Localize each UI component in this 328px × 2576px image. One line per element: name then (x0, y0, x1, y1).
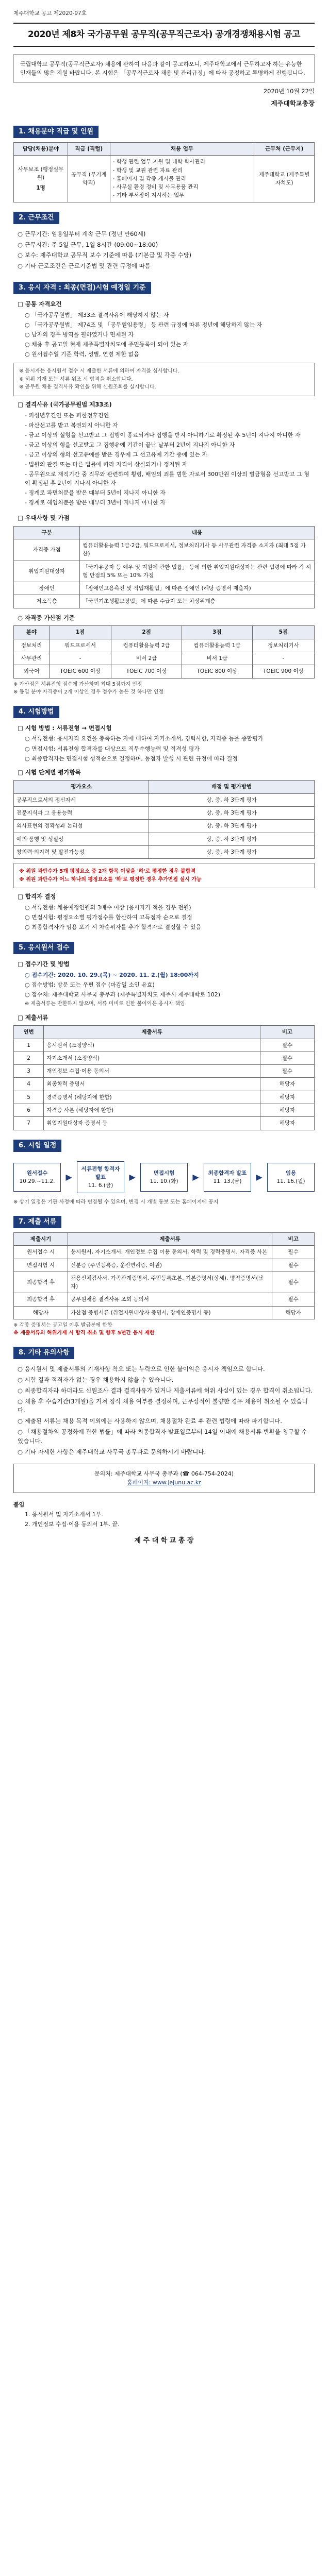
caution-item: ○ 「채용절차의 공정화에 관한 법률」에 따라 최종합격자 발표일로부터 14일 이내에 채용서류 반환을 청구할 수 있습니다. (18, 1428, 315, 1446)
disq-item: - 금고 이상의 형의 선고유예를 받은 경우에 그 선고유예 기간 중에 있는 자 (25, 450, 315, 459)
duty-item: - 학생 관련 업무 지원 및 대학 학사관리 (113, 158, 252, 166)
cert-cell: TOEIC 600 이상 (50, 665, 111, 678)
schedule-step (77, 1161, 124, 1194)
doc-remark: 해당자 (260, 1117, 315, 1130)
th-eval: 평가요소 (14, 781, 149, 793)
eval-key: 공무직으로서의 정신자세 (14, 793, 149, 806)
notice-date: 2020년 10월 22일 (263, 87, 315, 95)
pref-key: 저소득층 (14, 595, 80, 608)
docs-table (13, 1025, 315, 1130)
eval-note: ※ 위원 과반수가 5개 평정요소 중 2개 항목 이상을 '하'로 평정한 경우 불합격 (19, 869, 196, 875)
caution-item: ○ 제출된 서류는 채용 목적 이외에는 사용하지 않으며, 채용절차 완료 후 관련 법령에 따라 파기합니다. (18, 1417, 315, 1426)
step-date: 11. 13.(금) (213, 1178, 242, 1185)
sub-remark: 필수 (272, 1259, 315, 1272)
step-title: 서류전형 합격자 발표 (81, 1165, 120, 1180)
pref-key: 장애인 (14, 582, 80, 595)
common-qual-title: □ 공통 자격요건 (18, 300, 62, 308)
sub-when: 최종합격 후 (14, 1293, 68, 1306)
eval-key: 전문지식과 그 응용능력 (14, 806, 149, 819)
th-pref-type: 구분 (14, 526, 80, 539)
caution-item: ○ 최종합격자라 하더라도 신원조사 결과 결격사유가 있거나 제출서류에 허위 사실이 있는 경우 합격이 취소됩니다. (18, 1386, 315, 1396)
sub-docs: 응시원서, 자기소개서, 개인정보 수집 이용 동의서, 학력 및 경력증명서, 자격증 사본 (68, 1246, 272, 1259)
schedule-step (204, 1163, 251, 1192)
intro-text: 국립대학교 공무직(공무직근로자) 채용에 관하여 다음과 같이 공고하오니, 제주대학교에서 근무하고자 하는 유능한 인재들의 많은 지원 바랍니다. 본 시험은 「공무직근로자 채용 및 관리규정」에 따라 공정하고 투명하게 진행됩니다. (13, 54, 315, 83)
eval-title: □ 시험 단계별 평가항목 (18, 768, 81, 776)
disq-item: - 공무원으로 재직기간 중 직무와 관련하여 횡령, 배임의 죄를 범한 자로서 300만원 이상의 벌금형을 선고받고 그 형이 확정된 후 2년이 지나지 아니한 자 (25, 470, 315, 487)
cert-note: ※ 가산점은 서류전형 점수에 가산하며 최대 5점까지 인정 (13, 681, 142, 687)
contact-box (13, 1464, 315, 1493)
th-sub: 제출서류 (68, 1233, 272, 1246)
attach-item: 1. 응시원서 및 자기소개서 1부. (25, 1511, 103, 1518)
pref-val: 「장애인고용촉진 및 직업재활법」에 따른 장애인 (해당 증명서 제출자) (80, 582, 315, 595)
sub-docs: 신분증 (주민등록증, 운전면허증, 여권) (68, 1259, 272, 1272)
signature: 제 주 대 학 교 총 장 (134, 1536, 194, 1545)
sub-remark: 해당자 (272, 1306, 315, 1319)
cert-cell: TOEIC 700 이상 (111, 665, 182, 678)
apply-title: □ 접수기간 및 방법 (18, 960, 70, 968)
exam-method-item: ○ 면접시험: 서류전형 합격자를 대상으로 직무수행능력 및 적격성 평가 (25, 744, 315, 753)
sub-remark: 필수 (272, 1272, 315, 1293)
cert-cell: 컴퓨터활용능력 2급 (111, 639, 182, 652)
issuing-org: 제주대학교총장 (271, 99, 315, 107)
cert-cell: - (252, 652, 314, 665)
work-condition-item: ○ 근무기간: 임용일부터 계속 근무 (정년 만60세) (18, 230, 315, 239)
doc-name: 자기소개서 (소정양식) (44, 1052, 260, 1064)
position-grade: 공무직 (무기계약직) (68, 156, 110, 202)
schedule-step (140, 1163, 188, 1192)
doc-remark: 필수 (260, 1039, 315, 1052)
eval-table (13, 780, 315, 859)
step-date: 10.29.~11.2. (19, 1178, 55, 1185)
doc-no: 4 (14, 1078, 44, 1091)
step-title: 원서접수 (26, 1170, 48, 1176)
sub-docs: 공무원채용 결격사유 조회 동의서 (68, 1293, 272, 1306)
caution-item: ○ 응시원서 및 제출서류의 기재사항 착오 또는 누락으로 인한 불이익은 응시자 책임으로 합니다. (18, 1365, 315, 1374)
cert-cell: TOEIC 900 이상 (252, 665, 314, 678)
disq-item: - 법원의 판결 또는 다른 법률에 따라 자격이 상실되거나 정지된 자 (25, 460, 315, 469)
cert-cell: TOEIC 800 이상 (182, 665, 253, 678)
arrow-right-icon: ▶ (256, 1172, 263, 1182)
section-4-title: 4. 시험방법 (13, 706, 59, 718)
step-title: 임용 (285, 1170, 297, 1176)
doc-name: 개인정보 수집·이용 동의서 (44, 1065, 260, 1078)
doc-no: 2 (14, 1052, 44, 1064)
sub-when: 최종합격 후 (14, 1272, 68, 1293)
eval-val: 상, 중, 하 3단계 평가 (149, 833, 315, 845)
qual-notes (13, 363, 315, 396)
step-date: 11. 6.(금) (88, 1182, 113, 1189)
step-title: 면접시험 (153, 1170, 175, 1176)
count-text: 1명 (36, 185, 45, 192)
pref-val: 컴퓨터활용능력 1급·2급, 워드프로세서, 정보처리기사 등 사무관련 자격증 소지자 (최대 5점 가산) (80, 539, 315, 561)
contact-text: 문의처: 제주대학교 사무국 총무과 (☎ 064-754-2024) (94, 1470, 234, 1478)
sub-when: 면접시험 시 (14, 1259, 68, 1272)
qual-item: ○ 「국가공무원법」 제33조 결격사유에 해당하지 않는 자 (25, 311, 315, 319)
th-sub: 제출시기 (14, 1233, 68, 1246)
notice-number: 제주대학교 공고 제2020-97호 (13, 10, 87, 16)
cert-cell: 워드프로세서 (50, 639, 111, 652)
th-sub: 비고 (272, 1233, 315, 1246)
th-grade: 직급 (직렬) (68, 143, 110, 156)
cert-cell: 컴퓨터활용능력 1급 (182, 639, 253, 652)
exam-method-item: ○ 서류전형: 응시자격 요건을 충족하는 자에 대하여 자기소개서, 경력사항, 자격증 등을 종합평가 (25, 734, 315, 743)
th-pref-content: 내용 (80, 526, 315, 539)
eval-val: 상, 중, 하 3단계 평가 (149, 793, 315, 806)
homepage-link[interactable]: 홈페이지: www.jejunu.ac.kr (127, 1479, 201, 1486)
doc-name: 응시원서 (소정양식) (44, 1039, 260, 1052)
step-date: 11. 16.(월) (276, 1178, 305, 1185)
submission-table (13, 1232, 315, 1319)
attachments (13, 1500, 315, 1529)
cert-note: ※ 동일 분야 자격증이 2개 이상인 경우 점수가 높은 것 하나만 인정 (13, 689, 164, 696)
th-cert: 3점 (182, 626, 253, 639)
doc-no: 6 (14, 1104, 44, 1116)
pref-val: 「국가유공자 등 예우 및 지원에 관한 법률」 등에 의한 취업지원대상자는 관련 법령에 따라 각 시험 만점의 5% 또는 10% 가점 (80, 561, 315, 582)
cert-cell: 정보처리기사 (252, 639, 314, 652)
th-place: 근무처 (근무지) (254, 143, 315, 156)
th-cert: 2점 (111, 626, 182, 639)
work-condition-item: ○ 근무시간: 주 5일 근무, 1일 8시간 (09:00~18:00) (18, 241, 315, 250)
schedule-step (267, 1163, 315, 1192)
duty-item: - 사무실 환경 정비 및 사무용품 관리 (113, 183, 252, 191)
disq-title: □ 결격사유 (국가공무원법 제33조) (18, 400, 112, 408)
caution-item: ○ 기타 자세한 사항은 제주대학교 사무국 총무과로 문의하시기 바랍니다. (18, 1448, 315, 1457)
cert-cell: 외국어 (14, 665, 50, 678)
doc-remark: 필수 (260, 1052, 315, 1064)
qual-item: ○ 「국가공무원법」 제74조 및 「공무원임용령」 등 관련 규정에 따른 정년에 해당하지 않는 자 (25, 320, 315, 329)
caution-item: ○ 채용 후 수습기간(3개월)을 거쳐 정식 채용 여부를 결정하며, 근무성적이 불량한 경우 채용이 취소될 수 있습니다. (18, 1397, 315, 1416)
section-5-title: 5. 응시원서 접수 (13, 942, 74, 954)
pref-key: 자격증 가점 (14, 539, 80, 561)
pass-item: ○ 최종합격자가 임용 포기 시 차순위자를 추가 합격자로 결정할 수 있음 (25, 923, 315, 931)
doc-remark: 해당자 (260, 1078, 315, 1091)
document-title: 2020년 제8차 국가공무원 공무직(공무직근로자) 공개경쟁채용시험 공고 (13, 23, 315, 46)
cert-table (13, 625, 315, 678)
th-cert: 분야 (14, 626, 50, 639)
position-table (13, 142, 315, 202)
th-area: 담당(채용)분야 (14, 143, 68, 156)
duty-item: - 기타 부서장이 지시하는 업무 (113, 191, 252, 199)
disq-item: - 파산선고를 받고 복권되지 아니한 자 (25, 421, 315, 430)
apply-period: ○ 접수기간: 2020. 10. 29.(목) ~ 2020. 11. 2.(월) 18:00까지 (25, 971, 315, 979)
preference-title: □ 우대사항 및 가점 (18, 514, 70, 521)
qual-item: ○ 원서접수일 기준 학력, 성별, 연령 제한 없음 (25, 350, 315, 359)
apply-method: ○ 접수방법: 방문 또는 우편 접수 (마감일 소인 유효) (25, 980, 315, 989)
qual-item: ○ 남자의 경우 병역을 필하였거나 면제된 자 (25, 330, 315, 339)
caution-item: ○ 시험 결과 적격자가 없는 경우 채용하지 않을 수 있습니다. (18, 1376, 315, 1385)
duty-item: - 홈페이지 및 각종 게시물 관리 (113, 175, 252, 183)
position-duties (110, 156, 254, 202)
area-text: 사무보조 (행정실무원) (18, 166, 64, 181)
th-cert: 1점 (50, 626, 111, 639)
th-docs: 비고 (260, 1026, 315, 1039)
section-1-title: 1. 채용분야 직급 및 인원 (13, 126, 99, 138)
qual-note: ※ 허위 기재 또는 서류 위조 시 합격을 취소합니다. (19, 376, 133, 382)
attach-label: 붙임 (13, 1501, 25, 1508)
eval-notes (13, 863, 315, 888)
pass-item: ○ 서류전형: 채용예정인원의 3배수 이상 (응시자가 적을 경우 전원) (25, 903, 315, 912)
doc-name: 최종학력 증명서 (44, 1078, 260, 1091)
doc-name: 경력증명서 (해당자에 한함) (44, 1091, 260, 1104)
disq-item: - 금고 이상의 실형을 선고받고 그 집행이 종료되거나 집행을 받지 아니하기로 확정된 후 5년이 지나지 아니한 자 (25, 431, 315, 439)
pass-item: ○ 면접시험: 평정요소별 평가점수를 합산하여 고득점자 순으로 결정 (25, 913, 315, 922)
doc-remark: 필수 (260, 1065, 315, 1078)
section-7-title: 7. 제출 서류 (13, 1216, 61, 1228)
eval-val: 상, 중, 하 3단계 평가 (149, 806, 315, 819)
cert-title: ○ 자격증 가산점 기준 (18, 614, 75, 621)
section-3-title: 3. 응시 자격 : 최종(면접)시험 예정일 기준 (13, 282, 151, 294)
eval-val: 상, 중, 하 3단계 평가 (149, 845, 315, 858)
sub-remark: 필수 (272, 1246, 315, 1259)
eval-key: 의사표현의 정확성과 논리성 (14, 820, 149, 833)
disq-item: - 금고 이상의 형을 선고받고 그 집행유예 기간이 끝난 날부터 2년이 지나지 아니한 자 (25, 440, 315, 449)
th-docs: 제출서류 (44, 1026, 260, 1039)
position-area (14, 156, 68, 202)
duty-item: - 학생 및 교원 관련 자료 관리 (113, 166, 252, 175)
pref-val: 「국민기초생활보장법」에 따른 수급자 또는 차상위계층 (80, 595, 315, 608)
pref-key: 취업지원대상자 (14, 561, 80, 582)
exam-method-title: □ 시험 방법 : 서류전형 → 면접시험 (18, 724, 112, 732)
preference-table (13, 526, 315, 608)
cert-cell: 비서 1급 (182, 652, 253, 665)
pass-title: □ 합격자 결정 (18, 893, 56, 901)
cert-cell: - (50, 652, 111, 665)
sub-docs: 가산점 증빙서류 (취업지원대상자 증명서, 장애인증명서 등) (68, 1306, 272, 1319)
schedule-flow (13, 1161, 315, 1194)
work-condition-item: ○ 기타 근로조건은 근로기준법 및 관련 규정에 따름 (18, 262, 315, 271)
docs-title: □ 제출서류 (18, 1013, 48, 1021)
sub-remark: 필수 (272, 1293, 315, 1306)
arrow-right-icon: ▶ (65, 1172, 72, 1182)
eval-key: 창의력·의지력 및 발전가능성 (14, 845, 149, 858)
eval-note: ※ 위원 과반수가 어느 하나의 평정요소를 '하'로 평정한 경우 추가면접 실시 가능 (19, 876, 202, 883)
qual-item: ○ 채용 후 공고일 현재 제주특별자치도에 주민등록이 되어 있는 자 (25, 340, 315, 349)
doc-name: 취업지원대상자 증명서 등 (44, 1117, 260, 1130)
doc-no: 5 (14, 1091, 44, 1104)
doc-no: 1 (14, 1039, 44, 1052)
qual-note: ※ 공무원 채용 결격사유 확인을 위해 신원조회를 실시합니다. (19, 384, 156, 391)
cert-cell: 비서 2급 (111, 652, 182, 665)
cert-cell: 정보처리 (14, 639, 50, 652)
doc-name: 자격증 사본 (해당자에 한함) (44, 1104, 260, 1116)
apply-note: ※ 제출서류는 반환하지 않으며, 서류 미비로 인한 불이익은 응시자 책임 (25, 1001, 185, 1007)
section-6-title: 6. 시험 일정 (13, 1140, 61, 1152)
sub-when: 원서접수 시 (14, 1246, 68, 1259)
disq-item: - 징계로 해임처분을 받은 때부터 3년이 지나지 아니한 자 (25, 498, 315, 507)
doc-no: 7 (14, 1117, 44, 1130)
submission-note: ※ 각종 증명서는 공고일 이후 발급분에 한함 (13, 1322, 112, 1328)
submission-note: ※ 제출서류의 허위기재 시 합격 취소 및 향후 5년간 응시 제한 (13, 1330, 155, 1336)
schedule-step (13, 1163, 61, 1192)
qual-note: ※ 응시자는 응시원서 접수 시 제출한 서류에 의하여 자격을 심사합니다. (19, 368, 179, 375)
section-8-title: 8. 기타 유의사항 (13, 1347, 74, 1359)
step-title: 최종합격자 발표 (208, 1170, 247, 1176)
disq-item: - 피성년후견인 또는 피한정후견인 (25, 411, 315, 420)
section-2-title: 2. 근무조건 (13, 212, 59, 224)
exam-method-item: ○ 최종합격자는 면접시험 성적순으로 결정하며, 동점자 발생 시 관련 규정에 따라 결정 (25, 754, 315, 763)
cert-cell: 사무관리 (14, 652, 50, 665)
sub-docs: 채용신체검사서, 가족관계증명서, 주민등록초본, 기본증명서(상세), 병적증명서(남자) (68, 1272, 272, 1293)
th-duties: 채용 업무 (110, 143, 254, 156)
attach-item: 2. 개인정보 수집·이용 동의서 1부. 끝. (25, 1520, 120, 1528)
th-eval: 배점 및 평가방법 (149, 781, 315, 793)
apply-place: ○ 접수처: 제주대학교 사무국 총무과 (제주특별자치도 제주시 제주대학로 102) (25, 990, 315, 999)
th-cert: 5점 (252, 626, 314, 639)
doc-remark: 해당자 (260, 1091, 315, 1104)
work-condition-item: ○ 보수: 제주대학교 공무직 보수 기준에 따름 (기본급 및 각종 수당) (18, 251, 315, 260)
arrow-right-icon: ▶ (192, 1172, 199, 1182)
sub-when: 해당자 (14, 1306, 68, 1319)
schedule-note: ※ 상기 일정은 기관 사정에 따라 변경될 수 있으며, 변경 시 개별 통보 또는 홈페이지에 공지 (13, 1199, 219, 1206)
arrow-right-icon: ▶ (129, 1172, 136, 1182)
doc-remark: 해당자 (260, 1104, 315, 1116)
disq-item: - 징계로 파면처분을 받은 때부터 5년이 지나지 아니한 자 (25, 488, 315, 497)
doc-no: 3 (14, 1065, 44, 1078)
eval-val: 상, 중, 하 3단계 평가 (149, 820, 315, 833)
th-docs: 연번 (14, 1026, 44, 1039)
position-place: 제주대학교 (제주특별자치도) (254, 156, 315, 202)
eval-key: 예의·품행 및 성실성 (14, 833, 149, 845)
step-date: 11. 10.(화) (150, 1178, 178, 1185)
